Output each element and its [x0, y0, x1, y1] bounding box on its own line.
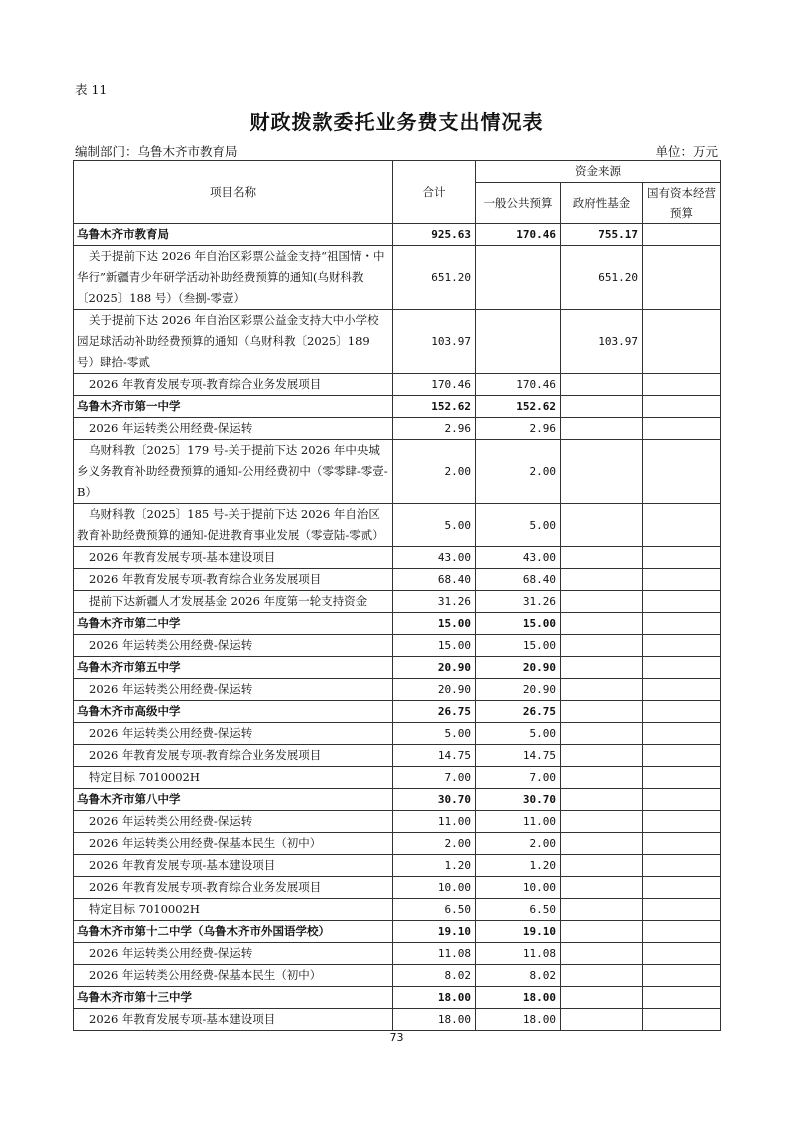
cell-general-budget: 2.96	[476, 418, 561, 440]
cell-project-name: 2026 年运转类公用经费-保运转	[74, 418, 393, 440]
cell-total: 18.00	[393, 1009, 476, 1031]
cell-total: 2.00	[393, 440, 476, 504]
cell-gov-fund: 651.20	[561, 246, 643, 310]
cell-project-name: 2026 年教育发展专项-基本建设项目	[74, 855, 393, 877]
cell-general-budget: 170.46	[476, 224, 561, 246]
table-row-item	[74, 899, 721, 921]
cell-total: 14.75	[393, 745, 476, 767]
cell-project-name: 2026 年教育发展专项-基本建设项目	[74, 1009, 393, 1031]
cell-gov-fund	[561, 745, 643, 767]
cell-gov-fund: 755.17	[561, 224, 643, 246]
cell-state-capital	[643, 657, 721, 679]
cell-gov-fund: 103.97	[561, 310, 643, 374]
cell-state-capital	[643, 1009, 721, 1031]
cell-gov-fund	[561, 440, 643, 504]
table-row-group	[74, 396, 721, 418]
cell-project-name: 2026 年教育发展专项-基本建设项目	[74, 547, 393, 569]
cell-general-budget: 68.40	[476, 569, 561, 591]
cell-gov-fund	[561, 723, 643, 745]
cell-general-budget: 30.70	[476, 789, 561, 811]
table-row-item	[74, 569, 721, 591]
cell-project-name: 2026 年教育发展专项-教育综合业务发展项目	[74, 569, 393, 591]
cell-project-name: 乌鲁木齐市第十二中学（乌鲁木齐市外国语学校）	[74, 921, 393, 943]
cell-gov-fund	[561, 504, 643, 547]
cell-gov-fund	[561, 789, 643, 811]
cell-project-name: 2026 年教育发展专项-教育综合业务发展项目	[74, 374, 393, 396]
cell-general-budget: 170.46	[476, 374, 561, 396]
cell-project-name: 2026 年运转类公用经费-保运转	[74, 635, 393, 657]
table-row-item	[74, 635, 721, 657]
table-row-group	[74, 987, 721, 1009]
cell-gov-fund	[561, 569, 643, 591]
table-row-item	[74, 374, 721, 396]
cell-state-capital	[643, 504, 721, 547]
cell-general-budget: 31.26	[476, 591, 561, 613]
cell-total: 26.75	[393, 701, 476, 723]
cell-total: 20.90	[393, 679, 476, 701]
header-project-name: 项目名称	[74, 161, 393, 224]
cell-project-name: 乌鲁木齐市第八中学	[74, 789, 393, 811]
cell-gov-fund	[561, 396, 643, 418]
page-title: 财政拨款委托业务费支出情况表	[249, 110, 544, 134]
cell-general-budget: 6.50	[476, 899, 561, 921]
cell-total: 68.40	[393, 569, 476, 591]
cell-gov-fund	[561, 613, 643, 635]
cell-gov-fund	[561, 1009, 643, 1031]
cell-general-budget	[476, 310, 561, 374]
cell-state-capital	[643, 569, 721, 591]
table-row-item	[74, 246, 721, 310]
cell-state-capital	[643, 877, 721, 899]
table-row-item	[74, 547, 721, 569]
cell-general-budget: 2.00	[476, 833, 561, 855]
cell-gov-fund	[561, 921, 643, 943]
table-row-item	[74, 418, 721, 440]
table-row-item	[74, 679, 721, 701]
table-row-item	[74, 877, 721, 899]
cell-project-name: 特定目标 7010002H	[74, 899, 393, 921]
cell-state-capital	[643, 921, 721, 943]
table-row-item	[74, 943, 721, 965]
cell-state-capital	[643, 374, 721, 396]
cell-state-capital	[643, 855, 721, 877]
table-row-item	[74, 1009, 721, 1031]
cell-total: 152.62	[393, 396, 476, 418]
table-row-group	[74, 224, 721, 246]
table-row-item	[74, 745, 721, 767]
cell-state-capital	[643, 723, 721, 745]
cell-state-capital	[643, 833, 721, 855]
page-number: 73	[389, 1031, 404, 1044]
cell-general-budget: 7.00	[476, 767, 561, 789]
cell-project-name: 2026 年教育发展专项-教育综合业务发展项目	[74, 877, 393, 899]
cell-total: 925.63	[393, 224, 476, 246]
cell-project-name: 2026 年运转类公用经费-保运转	[74, 679, 393, 701]
cell-project-name: 乌鲁木齐市第一中学	[74, 396, 393, 418]
cell-project-name: 乌鲁木齐市第十三中学	[74, 987, 393, 1009]
table-number-label: 表 11	[75, 82, 108, 97]
cell-total: 6.50	[393, 899, 476, 921]
cell-general-budget: 5.00	[476, 504, 561, 547]
cell-gov-fund	[561, 767, 643, 789]
cell-gov-fund	[561, 987, 643, 1009]
cell-project-name: 乌鲁木齐市第二中学	[74, 613, 393, 635]
cell-project-name: 2026 年运转类公用经费-保运转	[74, 811, 393, 833]
cell-gov-fund	[561, 965, 643, 987]
cell-state-capital	[643, 591, 721, 613]
cell-gov-fund	[561, 635, 643, 657]
cell-total: 43.00	[393, 547, 476, 569]
cell-gov-fund	[561, 591, 643, 613]
table-row-group	[74, 657, 721, 679]
cell-gov-fund	[561, 701, 643, 723]
cell-state-capital	[643, 679, 721, 701]
cell-state-capital	[643, 547, 721, 569]
cell-total: 5.00	[393, 504, 476, 547]
cell-total: 2.96	[393, 418, 476, 440]
cell-project-name: 2026 年运转类公用经费-保运转	[74, 723, 393, 745]
cell-total: 170.46	[393, 374, 476, 396]
cell-project-name: 乌财科教〔2025〕179 号-关于提前下达 2026 年中央城乡义务教育补助经费预算的通知-公用经费初中（零零肆-零壹-B）	[74, 440, 393, 504]
cell-total: 1.20	[393, 855, 476, 877]
cell-state-capital	[643, 440, 721, 504]
cell-gov-fund	[561, 811, 643, 833]
cell-total: 31.26	[393, 591, 476, 613]
cell-gov-fund	[561, 418, 643, 440]
cell-general-budget: 18.00	[476, 1009, 561, 1031]
table-row-item	[74, 310, 721, 374]
cell-total: 18.00	[393, 987, 476, 1009]
expenditure-table	[73, 160, 721, 1031]
cell-gov-fund	[561, 374, 643, 396]
table-row-group	[74, 789, 721, 811]
cell-general-budget: 20.90	[476, 679, 561, 701]
header-state-capital: 国有资本经营预算	[643, 183, 721, 224]
cell-general-budget: 20.90	[476, 657, 561, 679]
cell-project-name: 乌鲁木齐市教育局	[74, 224, 393, 246]
table-row-item	[74, 591, 721, 613]
cell-total: 15.00	[393, 635, 476, 657]
header-total: 合计	[393, 161, 476, 224]
cell-gov-fund	[561, 657, 643, 679]
cell-general-budget: 8.02	[476, 965, 561, 987]
cell-state-capital	[643, 943, 721, 965]
cell-total: 11.08	[393, 943, 476, 965]
cell-state-capital	[643, 310, 721, 374]
cell-project-name: 2026 年运转类公用经费-保基本民生（初中）	[74, 833, 393, 855]
cell-project-name: 2026 年运转类公用经费-保基本民生（初中）	[74, 965, 393, 987]
cell-state-capital	[643, 811, 721, 833]
cell-general-budget: 14.75	[476, 745, 561, 767]
table-row-item	[74, 723, 721, 745]
cell-total: 7.00	[393, 767, 476, 789]
cell-gov-fund	[561, 833, 643, 855]
cell-gov-fund	[561, 547, 643, 569]
header-row-1	[74, 161, 721, 183]
cell-project-name: 特定目标 7010002H	[74, 767, 393, 789]
cell-gov-fund	[561, 943, 643, 965]
cell-total: 2.00	[393, 833, 476, 855]
cell-general-budget: 5.00	[476, 723, 561, 745]
cell-project-name: 乌鲁木齐市第五中学	[74, 657, 393, 679]
cell-project-name: 提前下达新疆人才发展基金 2026 年度第一轮支持资金	[74, 591, 393, 613]
cell-state-capital	[643, 635, 721, 657]
table-row-item	[74, 855, 721, 877]
header-funding-source: 资金来源	[476, 161, 721, 183]
cell-total: 103.97	[393, 310, 476, 374]
unit-label: 单位：万元	[655, 144, 718, 159]
cell-general-budget: 26.75	[476, 701, 561, 723]
cell-state-capital	[643, 396, 721, 418]
cell-state-capital	[643, 613, 721, 635]
cell-general-budget: 10.00	[476, 877, 561, 899]
header-gov-fund: 政府性基金	[561, 183, 643, 224]
header-general-budget: 一般公共预算	[476, 183, 561, 224]
cell-general-budget: 2.00	[476, 440, 561, 504]
table-row-group	[74, 701, 721, 723]
cell-total: 8.02	[393, 965, 476, 987]
cell-total: 5.00	[393, 723, 476, 745]
cell-general-budget: 18.00	[476, 987, 561, 1009]
cell-project-name: 2026 年运转类公用经费-保运转	[74, 943, 393, 965]
cell-general-budget: 15.00	[476, 635, 561, 657]
cell-state-capital	[643, 987, 721, 1009]
cell-general-budget: 43.00	[476, 547, 561, 569]
table-row-item	[74, 965, 721, 987]
cell-total: 20.90	[393, 657, 476, 679]
cell-general-budget: 19.10	[476, 921, 561, 943]
cell-state-capital	[643, 767, 721, 789]
cell-general-budget: 1.20	[476, 855, 561, 877]
cell-state-capital	[643, 965, 721, 987]
cell-total: 30.70	[393, 789, 476, 811]
cell-project-name: 乌财科教〔2025〕185 号-关于提前下达 2026 年自治区教育补助经费预算的通知-促进教育事业发展（零壹陆-零贰）	[74, 504, 393, 547]
cell-general-budget: 152.62	[476, 396, 561, 418]
cell-gov-fund	[561, 679, 643, 701]
cell-project-name: 2026 年教育发展专项-教育综合业务发展项目	[74, 745, 393, 767]
table-row-item	[74, 440, 721, 504]
table-row-item	[74, 833, 721, 855]
cell-state-capital	[643, 745, 721, 767]
cell-total: 651.20	[393, 246, 476, 310]
cell-state-capital	[643, 899, 721, 921]
cell-gov-fund	[561, 855, 643, 877]
table-row-group	[74, 921, 721, 943]
department-label: 编制部门：乌鲁木齐市教育局	[75, 144, 238, 159]
table-row-item	[74, 811, 721, 833]
cell-state-capital	[643, 789, 721, 811]
cell-gov-fund	[561, 877, 643, 899]
cell-total: 10.00	[393, 877, 476, 899]
cell-project-name: 关于提前下达 2026 年自治区彩票公益金支持“祖国情・中华行”新疆青少年研学活动补助经费预算的通知(乌财科教〔2025〕188 号）（叁捌-零壹）	[74, 246, 393, 310]
cell-project-name: 乌鲁木齐市高级中学	[74, 701, 393, 723]
cell-total: 11.00	[393, 811, 476, 833]
cell-general-budget	[476, 246, 561, 310]
cell-general-budget: 11.08	[476, 943, 561, 965]
cell-state-capital	[643, 418, 721, 440]
table-row-item	[74, 767, 721, 789]
cell-gov-fund	[561, 899, 643, 921]
cell-state-capital	[643, 224, 721, 246]
cell-state-capital	[643, 246, 721, 310]
cell-general-budget: 11.00	[476, 811, 561, 833]
cell-state-capital	[643, 701, 721, 723]
table-row-group	[74, 613, 721, 635]
cell-total: 15.00	[393, 613, 476, 635]
cell-project-name: 关于提前下达 2026 年自治区彩票公益金支持大中小学校园足球活动补助经费预算的通知（乌财科教〔2025〕189 号）肆拾-零贰	[74, 310, 393, 374]
cell-total: 19.10	[393, 921, 476, 943]
table-row-item	[74, 504, 721, 547]
cell-general-budget: 15.00	[476, 613, 561, 635]
